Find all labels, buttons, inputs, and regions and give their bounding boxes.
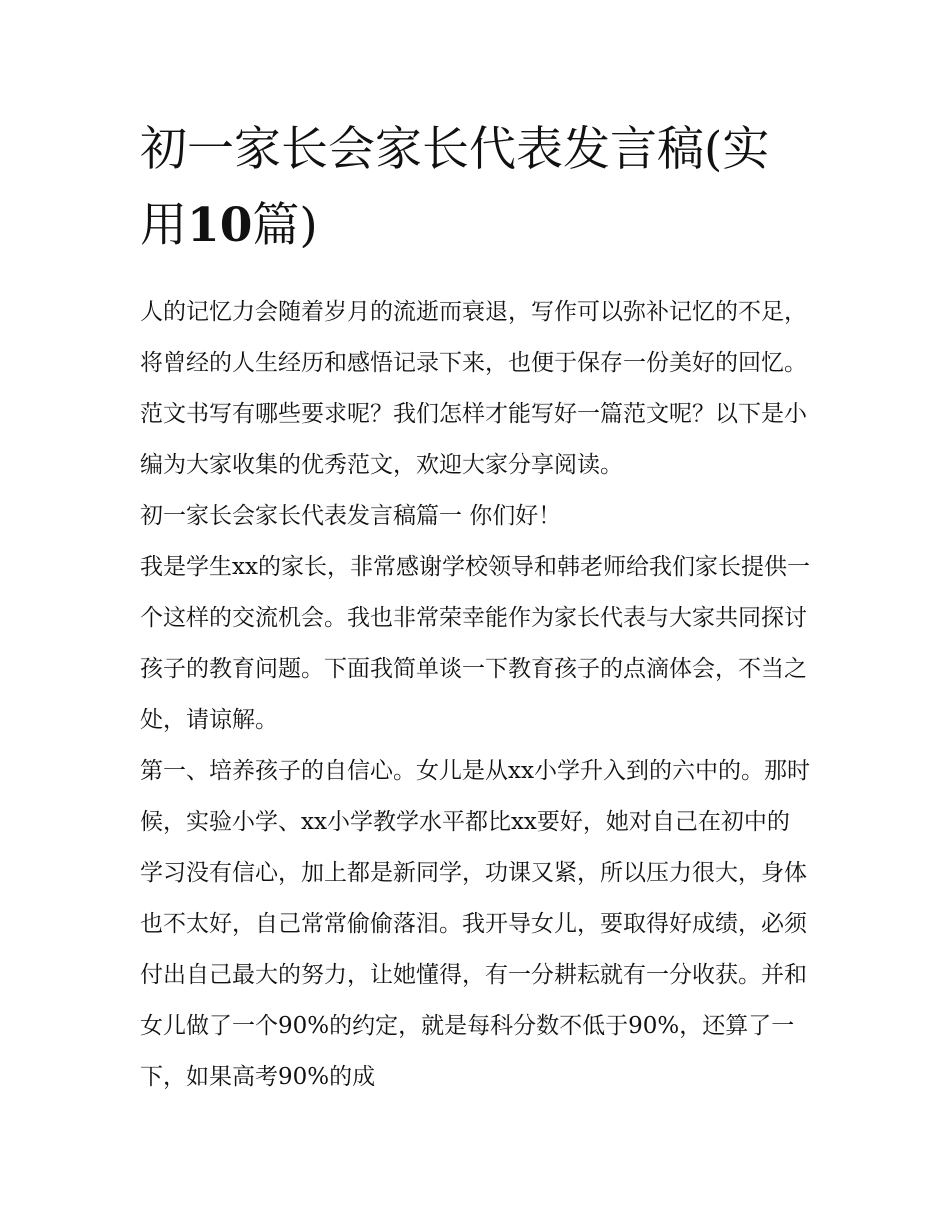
body-paragraph: 我是学生xx的家长，非常感谢学校领导和韩老师给我们家长提供一个这样的交流机会。我也非常荣幸能作为家长代表与大家共同探讨孩子的教育问题。下面我简单谈一下教育孩子的点滴体会，不当之处，请谅解。 (140, 554, 810, 733)
title-number: 10 (187, 198, 253, 253)
title-text-part-2: 篇) (252, 198, 318, 253)
document-title (140, 112, 812, 264)
document-content (140, 112, 812, 1103)
title-text-part-1: 初一家长会家长代表发言稿(实用 (140, 122, 770, 253)
body-paragraph: 第一、培养孩子的自信心。女儿是从xx小学升入到的六中的。那时候，实验小学、xx小学教学水平都比xx要好，她对自己在初中的学习没有信心，加上都是新同学，功课又紧，所以压力很大，身体也不太好，自己常常偷偷落泪。我开导女儿，要取得好成绩，必须付出自己最大的努力，让她懂得，有一分耕耘就有一分收获。并和女儿做了一个90%的约定，就是每科分数不低于90%，还算了一下，如果高考90%的成 (140, 758, 810, 1090)
intro-paragraph: 人的记忆力会随着岁月的流逝而衰退，写作可以弥补记忆的不足，将曾经的人生经历和感悟记录下来，也便于保存一份美好的回忆。范文书写有哪些要求呢？我们怎样才能写好一篇范文呢？以下是小编为大家收集的优秀范文，欢迎大家分享阅读。 (140, 299, 807, 478)
document-body (140, 287, 812, 1103)
section-heading-paragraph: 初一家长会家长代表发言稿篇一 你们好！ (140, 503, 562, 529)
